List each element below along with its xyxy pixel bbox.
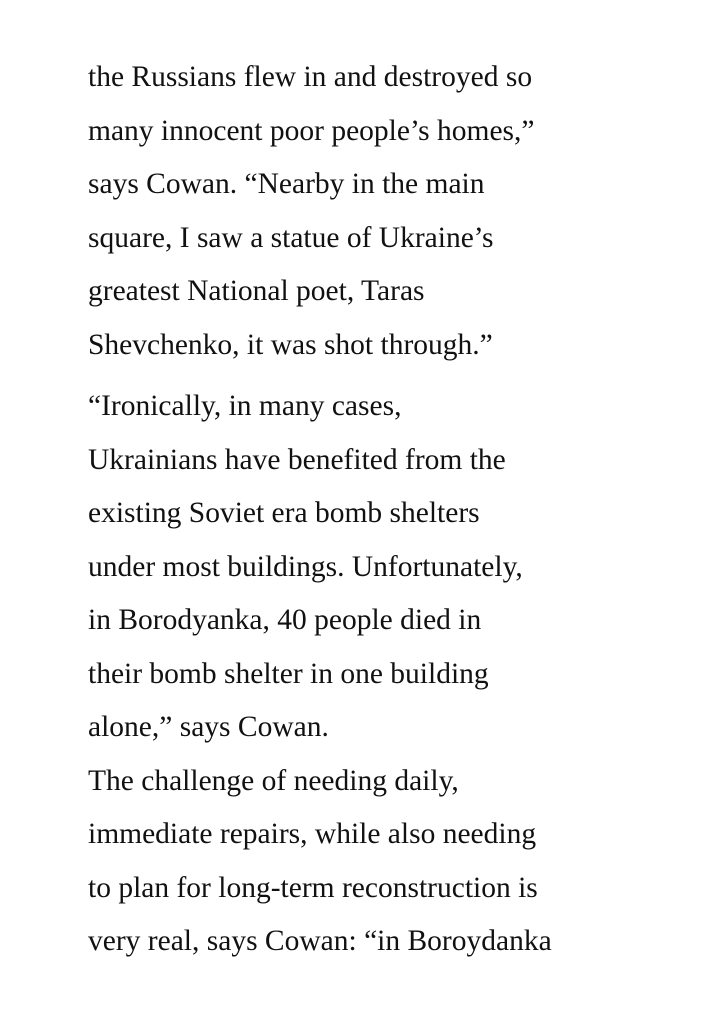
paragraph-1 bbox=[88, 51, 688, 372]
text-line: to plan for long-term reconstruction is bbox=[88, 871, 538, 904]
text-line: square, I saw a statue of Ukraine’s bbox=[88, 221, 494, 254]
paragraph-3 bbox=[88, 755, 688, 969]
text-line: many innocent poor people’s homes,” bbox=[88, 114, 535, 147]
text-line: “Ironically, in many cases, bbox=[88, 390, 402, 422]
text-line: their bomb shelter in one building bbox=[88, 657, 489, 690]
article-body bbox=[88, 51, 688, 969]
text-line: in Borodyanka, 40 people died in bbox=[88, 604, 482, 636]
text-line: under most buildings. Unfortunately, bbox=[88, 550, 523, 583]
text-line: the Russians flew in and destroyed so bbox=[88, 61, 533, 93]
text-line: Shevchenko, it was shot through.” bbox=[88, 328, 493, 361]
text-line: says Cowan. “Nearby in the main bbox=[88, 168, 485, 200]
text-line: alone,” says Cowan. bbox=[88, 711, 329, 743]
text-line: greatest National poet, Taras bbox=[88, 275, 425, 307]
paragraph-2 bbox=[88, 380, 688, 755]
text-line: immediate repairs, while also needing bbox=[88, 818, 537, 850]
text-line: The challenge of needing daily, bbox=[88, 764, 459, 797]
text-line: Ukrainians have benefited from the bbox=[88, 443, 506, 476]
text-line: very real, says Cowan: “in Boroydanka bbox=[88, 925, 552, 957]
text-line: existing Soviet era bomb shelters bbox=[88, 497, 480, 529]
